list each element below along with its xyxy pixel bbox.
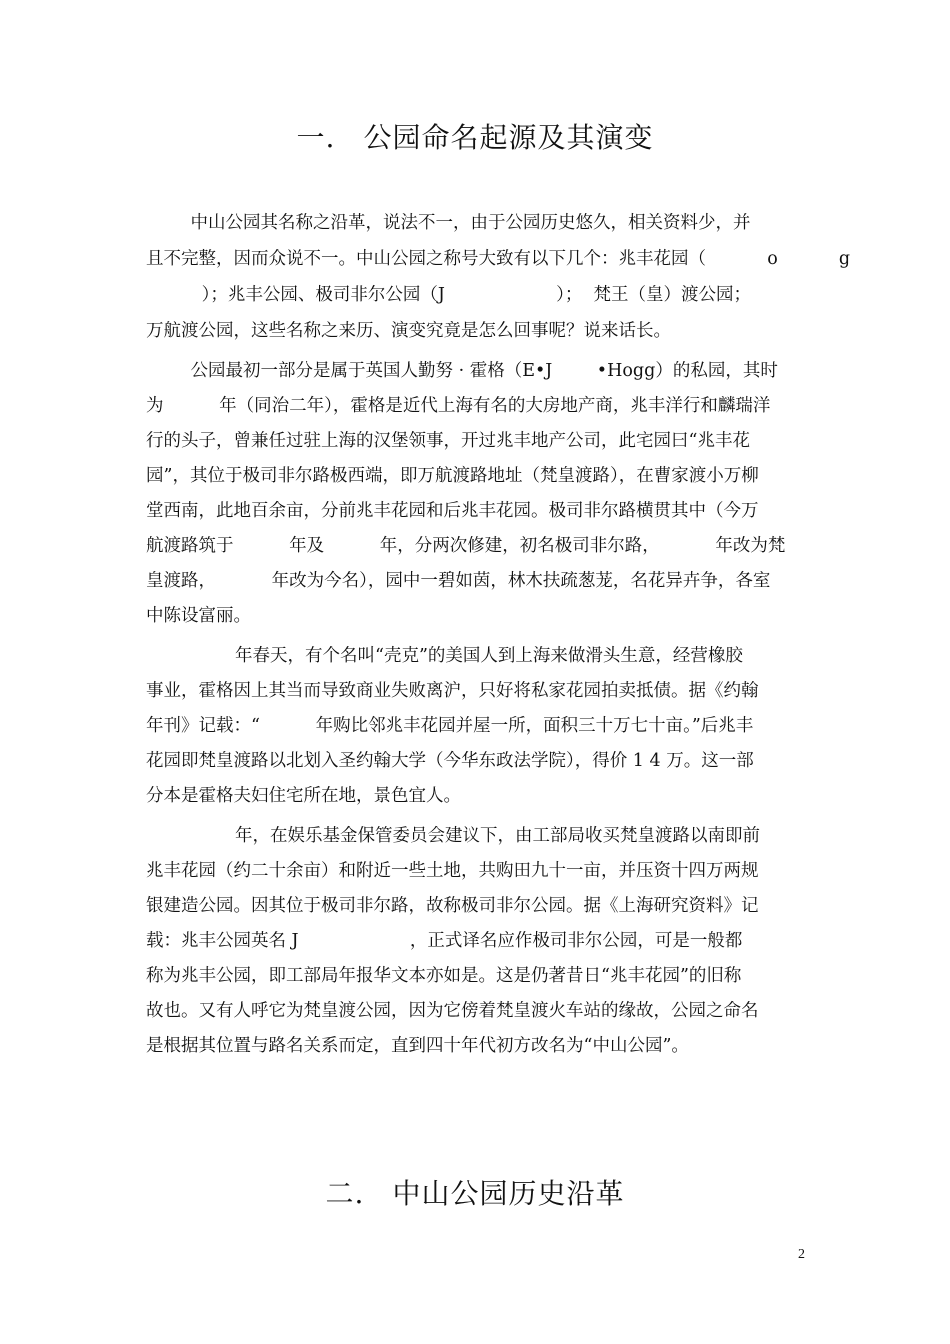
text-line: 皇渡路， 年改为今名），园中一碧如茵，林木扶疏葱茏，名花异卉争，各室 [146, 571, 771, 591]
text-line: 万航渡公园，这些名称之来历、演变究竟是怎么回事呢？说来话长。 [146, 321, 671, 341]
section-heading-2 [0, 1172, 950, 1212]
text-line: 中陈设富丽。 [146, 606, 251, 626]
text-line: 堂西南，此地百余亩，分前兆丰花园和后兆丰花园。极司非尔路横贯其中（今万 [146, 501, 759, 521]
text-line: 分本是霍格夫妇住宅所在地，景色宜人。 [146, 786, 461, 806]
text-line: 年，在娱乐基金保管委员会建议下，由工部局收买梵皇渡路以南即前 [146, 826, 761, 846]
text-line: 年刊》记载：“ 年购比邻兆丰花园并屋一所，面积三十万七十亩。”后兆丰 [146, 716, 754, 736]
section-number: 二. [325, 1177, 365, 1210]
section-heading-1 [0, 116, 950, 156]
page-number: 2 [798, 1247, 805, 1262]
text-line: 载：兆丰公园英名 J ，正式译名应作极司非尔公园，可是一般都 [146, 931, 743, 951]
text-line: 为 年（同治二年），霍格是近代上海有名的大房地产商，兆丰洋行和麟瑞洋 [146, 396, 771, 416]
text-line: 行的头子，曾兼任过驻上海的汉堡领事，开过兆丰地产公司，此宅园曰“兆丰花 [146, 431, 750, 451]
text-line: 园”，其位于极司非尔路极西端，即万航渡路地址（梵皇渡路），在曹家渡小万柳 [146, 466, 759, 486]
text-line: 称为兆丰公园，即工部局年报华文本亦如是。这是仍著昔日“兆丰花园”的旧称 [146, 966, 742, 986]
text-line: 银建造公园。因其位于极司非尔路，故称极司非尔公园。据《上海研究资料》记 [146, 896, 759, 916]
section-number: 一. [296, 121, 336, 154]
text-line: 故也。又有人呼它为梵皇渡公园，因为它傍着梵皇渡火车站的缘故，公园之命名 [146, 1001, 759, 1021]
text-line: ）；兆丰公园、极司非尔公园（J ）； 梵王（皇）渡公园； [146, 285, 752, 305]
text-line: 中山公园其名称之沿革，说法不一，由于公园历史悠久，相关资料少，并 [146, 213, 751, 233]
section-title: 公园命名起源及其演变 [363, 121, 654, 154]
text-line: 年春天，有个名叫“壳克”的美国人到上海来做滑头生意，经营橡胶 [146, 646, 743, 666]
section-title: 中山公园历史沿革 [392, 1177, 625, 1210]
text-line: 事业，霍格因上其当而导致商业失败离沪，只好将私家花园拍卖抵债。据《约翰 [146, 681, 759, 701]
text-line: 是根据其位置与路名关系而定，直到四十年代初方改名为“中山公园”。 [146, 1036, 689, 1056]
text-line: 花园即梵皇渡路以北划入圣约翰大学（今华东政法学院），得价 1 4 万。这一部 [146, 751, 754, 771]
text-line: 兆丰花园（约二十余亩）和附近一些土地，共购田九十一亩，并压资十四万两规 [146, 861, 759, 881]
text-line: 公园最初一部分是属于英国人勤努 · 霍格（E•J •Hogg）的私园，其时 [146, 361, 778, 381]
text-line: 且不完整，因而众说不一。中山公园之称号大致有以下几个：兆丰花园（ o g [146, 249, 851, 269]
text-line: 航渡路筑于 年及 年，分两次修建，初名极司非尔路， 年改为梵 [146, 536, 786, 556]
